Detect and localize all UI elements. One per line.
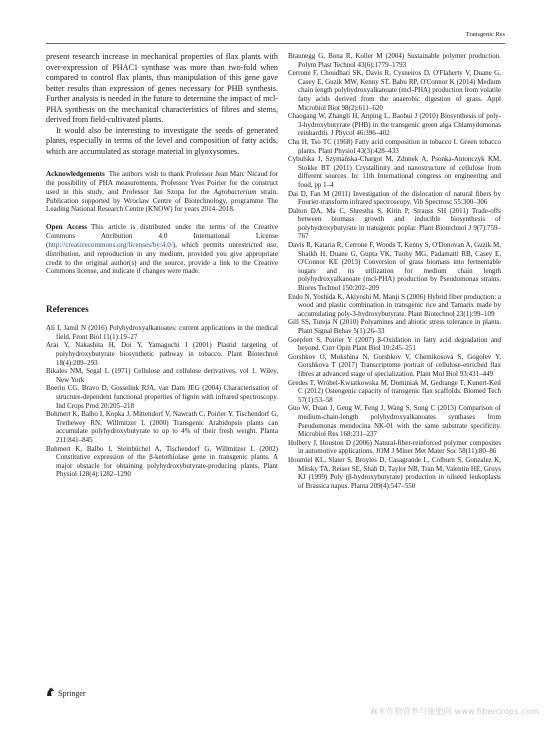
body-paragraph: present research increase in mechanical properties of flax plants with over-expression of PHAC1 synthase was more than two-fold when compared to control flax plants, thus manipulation of this gene gave better results than expression of genes necessary for PHB synthesis. Further analysis is needed in the future to determine the impact of mcl-PHA synthesis on the mechanical characteristics of fibres and stems, derived from field-cultivated plants.	[46, 52, 278, 124]
open-access-note	[46, 223, 278, 276]
acknowledgements-heading: Acknowledgements	[46, 170, 105, 178]
journal-title: Transgenic Res	[465, 31, 505, 38]
reference-item: Houmiel KL, Slater S, Broyles D, Casagrande L, Colburn S, Gonzalez K, Mitsky TA, Reiser SE, Shah D, Taylor NB, Tran M, Valentin HE, Gruys KJ (1999) Poly (β-hydroxybutyrate) production in oilseed leukoplasts of Brassica napus. Planta 209(4):547–550	[288, 455, 501, 490]
reference-item: Bohmert K, Balbo I, Steinbüchel A, Tischendorf G, Willmitzer L (2002) Constitutive expression of the β-ketothiolase gene in transgenic plants. A major obstacle for obtaining polyhydroxybutyrate-producing plants. Plant Physiol 128(4):1282–1290	[46, 444, 278, 479]
reference-item: Holbery J, Houston D (2006) Natural-fiber-reinforced polymer composites in automotive applications. JOM J Miner Met Mater Soc 58(11):80–86	[288, 438, 501, 456]
site-watermark: 麻米作物营养与施肥网 www.fibercrops.com	[369, 707, 539, 716]
references-heading: References	[46, 304, 89, 315]
acknowledgements-text: strain. Publication supported by Wroclaw Centre of Biotechnology, programme The Leading National Research Centre (KNOW) for years 2014–2018.	[46, 187, 278, 214]
springer-horse-icon	[46, 684, 55, 702]
reference-item: Bikales NM, Segal L (1971) Cellulose and cellulose derivatives, vol 1. Wiley, New York	[46, 367, 278, 384]
publisher-footer	[46, 684, 86, 702]
reference-item: Braunegg G, Bona R, Koller M (2004) Sustainable polymer production. Polym Plast Technol 43(6):1779–1793	[288, 52, 501, 69]
reference-item: Gredes T, Wróbel-Kwiatkowska M, Dominiak M, Gedrange T, Kunert-Keil C (2012) Osteogenic capacity of transgenic flax scaffolds. Biomed Tech 57(1):53–58	[288, 378, 501, 404]
acknowledgements-italic: Agrobacterium	[213, 187, 257, 196]
reference-item: Ali I, Jamil N (2016) Polyhydroxyalkanoates: current applications in the medical field. Front Biol 11(1):19–27	[46, 324, 278, 341]
reference-item: Gorshkov O, Mokshina N, Gorshkov V, Chemikosova S, Gogolev Y, Gorshkova T (2017) Transcriptome portrait of cellulose-enriched flax fibres at advanced stage of specialization. Plant Mol Biol 93:431–449	[288, 352, 501, 378]
header-divider	[46, 43, 505, 44]
license-link[interactable]: http://creativecommons.org/licenses/by/4.0/	[48, 240, 173, 249]
acknowledgements-text: The authors wish to thank Professor Jean Marc Nicaud for the possibility of PHA measurements, Professor Yves Poirier for the construct used in this study, and Professor Jan Szopa for the	[46, 170, 278, 196]
reference-item: Guo W, Duan J, Geng W, Feng J, Wang S, Song C (2013) Comparison of medium-chain-length polyhydroxyalkanoates synthases from Pseudomonas mendocina NK-01 with the same substrate specificity. Microbiol Res 168:231–237	[288, 404, 501, 439]
open-access-text: This article is distributed under the terms of the Creative Commons Attribution 4.0 International License (	[46, 223, 278, 249]
reference-item: Gill SS, Tuteja N (2010) Polyamines and abiotic stress tolerance in plants. Plant Signal Behav 5(1):26–33	[288, 318, 501, 335]
publisher-name: Springer	[58, 688, 86, 698]
reference-item: Bohmert K, Balbo I, Kopka J, Mittendorf V, Nawrath C, Poirier Y, Tischendorf G, Trethewey RN, Willmitzer L (2000) Transgenic Arabidopsis plants can accumulate polyhydroxybutyrate to up to 4% of their fresh weight. Planta 211:841–845	[46, 410, 278, 444]
open-access-text: ), which permits unrestricted use, distribution, and reproduction in any medium, provided you give appropriate credit to the original author(s) and the source, provide a link to the Creative Commons license, and indicate if changes were made.	[46, 240, 278, 276]
acknowledgements-note	[46, 170, 278, 214]
reference-item: Dalton DA, Ma C, Shrestha S, Kitin P, Strauss SH (2011) Trade-offs between biomass growth and inducible biosynthesis of polyhydroxybutyrate in transgenic poplar. Plant Biotechnol J 9(7):759–767	[288, 206, 501, 241]
reference-item: Endo N, Yoshida K, Akiyoshi M, Manji S (2006) Hybrid fiber production: a wood and plastic combination in transgenic rice and Tamarix made by accumulating poly-3-hydroxybutyrate. Plant Biotechnol 23(1):99–109	[288, 292, 501, 318]
body-paragraph: It would also be interesting to investigate the seeds of generated plants, especially in terms of the level and composition of fatty acids, which are accumulated as storage material in glyoxysomes.	[46, 125, 278, 156]
reference-item: Cybulska J, Szymańska-Chargot M, Zdunek A, Psonka-Antonczyk KM, Stokke BT (2011) Crystallinity and nanostructure of cellulose from different sources. In: 11th International congress on engineering and food, pp 1–4	[288, 155, 501, 189]
right-column	[288, 52, 501, 490]
reference-list-right	[288, 52, 501, 490]
reference-item: Chu H, Tso TC (1968) Fatty acid composition in tobacco I. Green tobacco plants. Plant Physiol 43(3):428–433	[288, 137, 501, 155]
reference-item: Dai D, Fan M (2011) Investigation of the dislocation of natural fibers by Fourier-transform infrared spectroscopy. Vib Spectrosc 55:300–306	[288, 189, 501, 207]
open-access-heading: Open Access	[46, 223, 87, 232]
reference-item: Davis R, Kataria R, Cerrone F, Woods T, Kenny S, O'Donovan A, Guzik M, Shaikh H, Duane G, Gupta VK, Tuohy MG, Padamatti RB, Casey E, O'Connor KE (2013) Conversion of grass biomass into fermentable sugars and its utilization for medium chain length polyhydroxyalkanoate (mcl-PHA) production by Pseudomonas strains. Biores Technol 150:202–209	[288, 241, 501, 293]
reference-item: Boeriu CG, Bravo D, Gosselink RJA, van Dam JEG (2004) Characterisation of structure-dependent functional properties of lignin with infrared spectroscopy. Ind Crops Prod 20:205–218	[46, 384, 278, 410]
reference-item: Arai Y, Nakashita H, Doi Y, Yamaguchi I (2001) Plastid targeting of polyhydroxybutyrate biosynthetic pathway in tobacco. Plant Biotechnol 18(4):289–293	[46, 341, 278, 367]
left-column	[46, 52, 278, 479]
reference-list-left	[46, 324, 278, 479]
reference-item: Goepfert S, Poirier Y (2007) β-Oxidation in fatty acid degradation and beyond. Curr Opin Plant Biol 10:245–251	[288, 335, 501, 353]
reference-item: Cerrone F, Choudhari SK, Davis R, Cysneiros D, O'Flaherty V, Duane G, Casey E, Guzik MW, Kenny ST, Babu RP, O'Connor K (2014) Medium chain length polyhydroxyalkanoate (mcl-PHA) production from volatile fatty acids derived from the anaerobic digestion of grass. Appl Microbiol Biot 98(2):611–620	[288, 69, 501, 112]
reference-item: Chaogang W, Zhangli H, Anping L, Baohui J (2010) Biosynthesis of poly-3-hydroxybutyrate (PHB) in the transgenic green alga Chlamydomonas reinhardtii. J Phycol 46:396–402	[288, 112, 501, 138]
